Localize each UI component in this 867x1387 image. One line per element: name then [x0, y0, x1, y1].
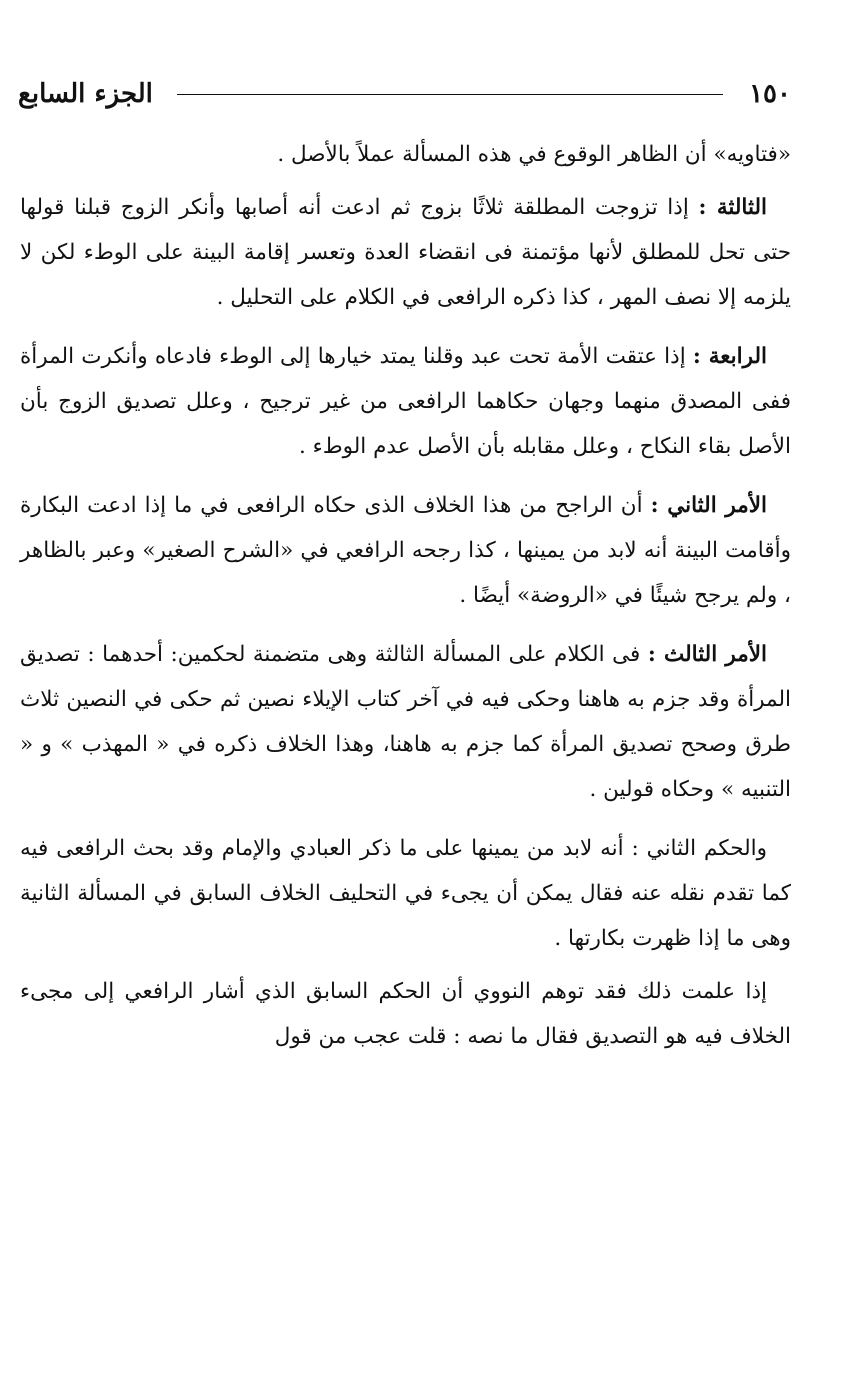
- header-rule: [177, 94, 723, 95]
- running-head: [18, 74, 791, 114]
- paragraph-text: أن الراجح من هذا الخلاف الذى حكاه الرافعى في ما إذا ادعت البكارة وأقامت البينة أنه لابد من يمينها ، كذا رجحه الرافعي في «الشرح الصغير» وعبر بالظاهر ، ولم يرجح شيئًا في «الروضة» أيضًا .: [20, 493, 791, 608]
- paragraph-4: [20, 483, 791, 618]
- section-lead: الأمر الثالث :: [647, 642, 767, 667]
- paragraph-5: [20, 632, 791, 812]
- paragraph-6: [20, 826, 791, 961]
- paragraph-7: [20, 969, 791, 1059]
- paragraph-text: إذا تزوجت المطلقة ثلاثًا بزوج ثم ادعت أنه أصابها وأنكر الزوج قبلنا قولها حتى تحل للمطلق لأنها مؤتمنة فى انقضاء العدة وتعسر إقامة البينة على الوطء لكن لا يلزمه إلا نصف المهر ، كذا ذكره الرافعى في الكلام على التحليل .: [20, 195, 791, 310]
- paragraph-text: إذا عتقت الأمة تحت عبد وقلنا يمتد خيارها إلى الوطء فادعاه وأنكرت المرأة ففى المصدق منهما وجهان حكاهما الرافعى من غير ترجيح ، وعلل تصديق الزوج بأن الأصل بقاء النكاح ، وعلل مقابله بأن الأصل عدم الوطء .: [20, 344, 791, 459]
- section-lead: الرابعة :: [692, 344, 767, 369]
- section-lead: الأمر الثاني :: [650, 493, 767, 518]
- running-title: الجزء السابع: [18, 79, 153, 109]
- paragraph-1: [20, 132, 791, 177]
- paragraph-text: فى الكلام على المسألة الثالثة وهى متضمنة لحكمين: أحدهما : تصديق المرأة وقد جزم به هاهنا وحكى فيه في آخر كتاب الإيلاء نصين ثم حكى في النصين ثلاث طرق وصحح تصديق المرأة كما جزم به هاهنا، وهذا الخلاف ذكره في « المهذب » و « التنبيه » وحكاه قولين .: [20, 642, 791, 802]
- paragraph-text: إذا علمت ذلك فقد توهم النووي أن الحكم السابق الذي أشار الرافعي إلى مجىء الخلاف فيه هو التصديق فقال ما نصه : قلت عجب من قول: [20, 979, 791, 1049]
- paragraph-3: [20, 334, 791, 469]
- page-number: ١٥٠: [749, 79, 791, 109]
- section-lead: الثالثة :: [698, 195, 767, 220]
- paragraph-2: [20, 185, 791, 320]
- paragraph-text: والحكم الثاني : أنه لابد من يمينها على ما ذكر العبادي والإمام وقد بحث الرافعى فيه كما تقدم نقله عنه فقال يمكن أن يجىء في التحليف الخلاف السابق في المسألة الثانية وهى ما إذا ظهرت بكارتها .: [20, 836, 791, 951]
- page-body: [20, 132, 791, 1059]
- paragraph-text: «فتاويه» أن الظاهر الوقوع في هذه المسألة عملاً بالأصل .: [277, 142, 791, 167]
